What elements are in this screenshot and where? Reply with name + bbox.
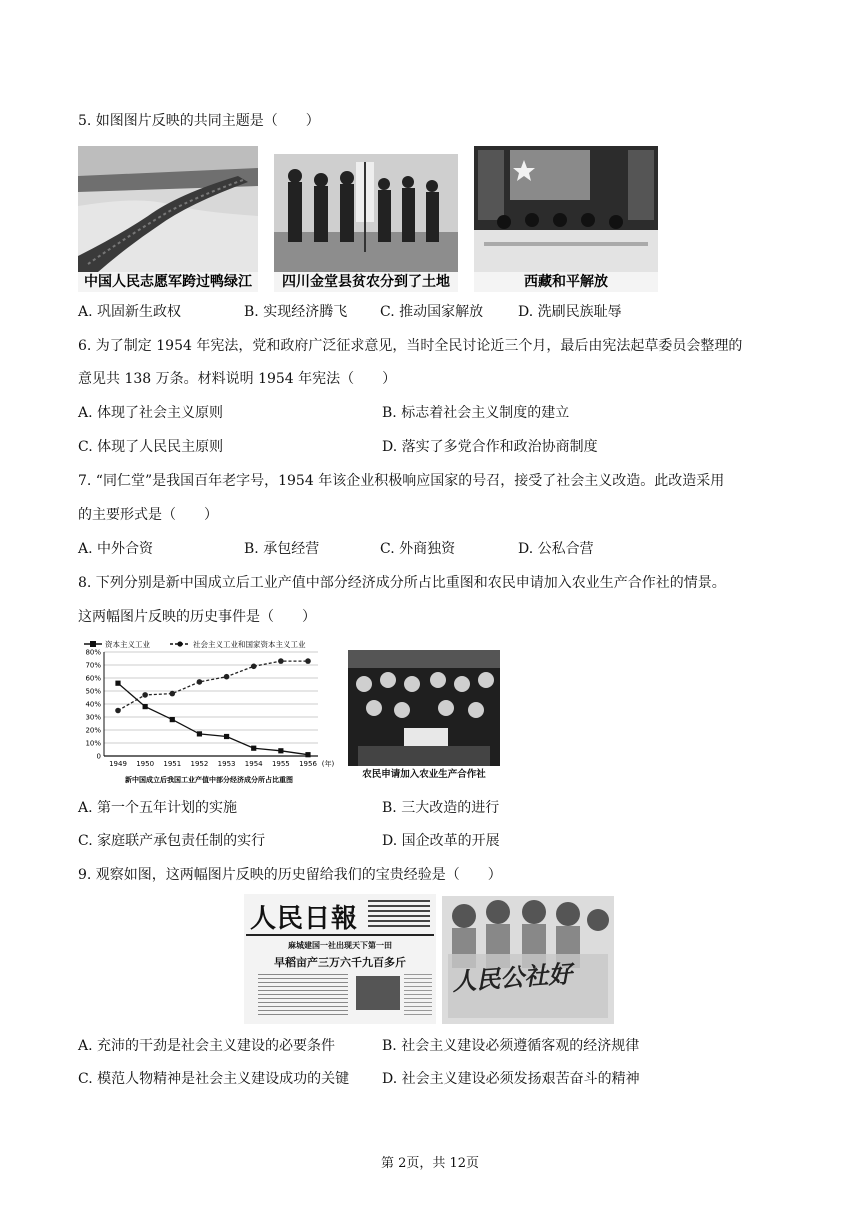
q5-option-a[interactable]: A. 巩固新生政权: [78, 304, 182, 320]
series-1-point: [143, 704, 148, 709]
x-tick-label: 1952: [190, 760, 209, 768]
q9-stem: 9. 观察如图，这两幅图片反映的历史留给我们的宝贵经验是（ ）: [78, 867, 502, 883]
y-tick-label: 50%: [85, 687, 101, 696]
series-2-point: [115, 708, 121, 714]
x-tick-label: 1956: [299, 760, 317, 768]
x-tick-label: 1949: [109, 760, 127, 768]
series-2-point: [142, 692, 148, 698]
newspaper-headline-1: 麻城建国一社出现天下第一田: [288, 941, 392, 950]
x-tick-label: 1951: [163, 760, 182, 768]
y-tick-label: 0: [96, 752, 101, 761]
q9-poster-image: [442, 896, 614, 1024]
newspaper-text-block-2: [404, 974, 432, 1018]
x-tick-label: 1954: [244, 760, 263, 768]
industry-share-chart-svg: [78, 636, 340, 786]
q8-photo-caption: 农民申请加入农业生产合作社: [362, 769, 486, 780]
q8-option-c[interactable]: C. 家庭联产承包责任制的实行: [78, 833, 266, 849]
q9-option-c[interactable]: C. 模范人物精神是社会主义建设成功的关键: [78, 1071, 350, 1087]
q9-option-d[interactable]: D. 社会主义建设必须发扬艰苦奋斗的精神: [382, 1071, 640, 1087]
series-1-point: [170, 717, 175, 722]
q7-option-d[interactable]: D. 公私合营: [518, 541, 594, 557]
q6-option-c[interactable]: C. 体现了人民民主原则: [78, 439, 224, 455]
q6-stem-line2: 意见共 138 万条。材料说明 1954 年宪法（ ）: [78, 371, 397, 387]
q6-option-a[interactable]: A. 体现了社会主义原则: [78, 405, 224, 421]
q5-option-b[interactable]: B. 实现经济腾飞: [244, 304, 348, 320]
series-line-2: [118, 661, 308, 710]
newspaper-divider: [246, 934, 434, 936]
q8-option-d[interactable]: D. 国企改革的开展: [382, 833, 500, 849]
series-1-point: [305, 752, 310, 757]
y-tick-label: 40%: [85, 700, 101, 709]
q8-stem-line1: 8. 下列分别是新中国成立后工业产值中部分经济成分所占比重图和农民申请加入农业生产合作社的情景。: [78, 575, 726, 591]
series-1-point: [251, 746, 256, 751]
q9-option-a[interactable]: A. 充沛的干劲是社会主义建设的必要条件: [78, 1038, 336, 1054]
series-2-point: [251, 664, 257, 670]
q5-photo-tibet: [474, 146, 658, 292]
series-1-point: [197, 731, 202, 736]
series-2-point: [224, 674, 230, 680]
newspaper-text-block: [258, 974, 348, 1018]
q5-caption-2: 四川金堂县贫农分到了土地: [274, 272, 458, 292]
x-tick-label: 1955: [271, 760, 290, 768]
q7-stem-line1: 7. “同仁堂”是我国百年老字号，1954 年该企业积极响应国家的号召，接受了社会主义改造。此改造采用: [78, 473, 725, 489]
q7-option-b[interactable]: B. 承包经营: [244, 541, 320, 557]
q8-stem-line2: 这两幅图片反映的历史事件是（ ）: [78, 609, 316, 625]
q5-option-c[interactable]: C. 推动国家解放: [380, 304, 484, 320]
x-tick-label: 1953: [217, 760, 236, 768]
q5-caption-1: 中国人民志愿军跨过鸭绿江: [78, 272, 258, 292]
y-tick-label: 20%: [85, 726, 101, 735]
q5-photo-yalu-river: [78, 146, 258, 292]
q8-option-b[interactable]: B. 三大改造的进行: [382, 800, 500, 816]
industry-share-chart: [78, 636, 340, 786]
series-2-point: [169, 691, 175, 697]
y-tick-label: 10%: [85, 739, 101, 748]
y-tick-label: 80%: [85, 648, 101, 657]
y-tick-label: 30%: [85, 713, 101, 722]
q9-newspaper-image: [244, 894, 436, 1024]
q5-photo-land-reform: [274, 154, 458, 292]
q9-option-b[interactable]: B. 社会主义建设必须遵循客观的经济规律: [382, 1038, 640, 1054]
q7-option-a[interactable]: A. 中外合资: [78, 541, 154, 557]
chart-legend: [84, 639, 306, 649]
chart-title: 新中国成立后我国工业产值中部分经济成分所占比重图: [125, 776, 293, 784]
q8-option-a[interactable]: A. 第一个五年计划的实施: [78, 800, 238, 816]
q5-caption-3: 西藏和平解放: [474, 272, 658, 292]
legend-series-2: 社会主义工业和国家资本主义工业: [193, 640, 306, 649]
series-1-point: [224, 734, 229, 739]
q5-stem: 5. 如图图片反映的共同主题是（ ）: [78, 113, 320, 129]
series-2-point: [305, 658, 311, 664]
q7-option-c[interactable]: C. 外商独资: [380, 541, 456, 557]
q7-stem-line2: 的主要形式是（ ）: [78, 507, 218, 523]
page-footer: 第 2页，共 12页: [380, 1156, 480, 1171]
q6-option-d[interactable]: D. 落实了多党合作和政治协商制度: [382, 439, 598, 455]
legend-series-1: 资本主义工业: [105, 640, 150, 649]
q5-option-d[interactable]: D. 洗刷民族耻辱: [518, 304, 622, 320]
q6-stem-line1: 6. 为了制定 1954 年宪法，党和政府广泛征求意见，当时全民讨论近三个月，最后由宪法起草委员会整理的: [78, 338, 743, 354]
q8-photo-cooperative: [348, 650, 500, 784]
q6-option-b[interactable]: B. 标志着社会主义制度的建立: [382, 405, 570, 421]
newspaper-index-box: [368, 900, 430, 930]
x-axis-label: (年): [321, 760, 335, 768]
poster-slogan: 人民公社好: [451, 958, 574, 997]
y-tick-label: 70%: [85, 661, 101, 670]
series-1-point: [278, 748, 283, 753]
newspaper-photo: [356, 976, 400, 1010]
series-2-point: [278, 658, 284, 664]
series-1-point: [115, 681, 120, 686]
x-tick-label: 1950: [136, 760, 155, 768]
newspaper-masthead: 人民日報: [250, 904, 359, 934]
series-2-point: [197, 679, 203, 685]
y-tick-label: 60%: [85, 674, 101, 683]
newspaper-headline-2: 早稻亩产三万六千九百多斤: [274, 956, 406, 969]
